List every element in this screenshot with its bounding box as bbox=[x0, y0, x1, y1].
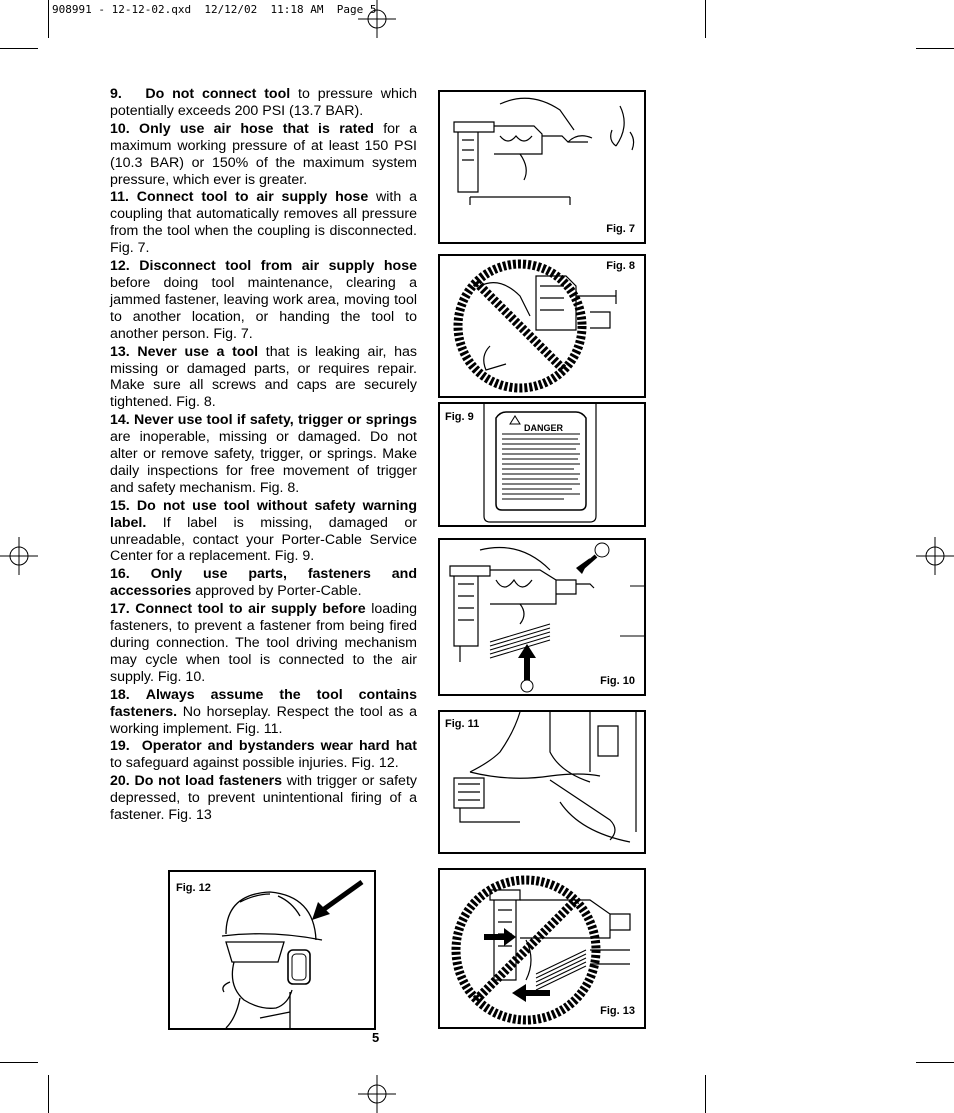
item-body: approved by Porter-Cable. bbox=[191, 583, 362, 600]
item-body: with trigger or safety depressed, to prevent unintentional firing of a fastener. Fig. 13 bbox=[110, 773, 417, 824]
item-heading: Do not load fasteners bbox=[134, 773, 283, 790]
safety-instructions bbox=[110, 86, 417, 825]
item-heading: Never use tool if safety, trigger or springs bbox=[134, 412, 417, 429]
item-number: 20. bbox=[110, 773, 130, 790]
crop-mark bbox=[0, 48, 38, 49]
instruction-item bbox=[110, 773, 417, 824]
item-heading: Connect tool to air supply before bbox=[135, 601, 366, 618]
crop-mark bbox=[48, 0, 49, 38]
item-heading: Disconnect tool from air supply hose bbox=[139, 258, 417, 275]
item-number: 11. bbox=[110, 189, 129, 206]
figure-8 bbox=[438, 254, 646, 398]
operator-carrying-tool-illustration bbox=[440, 712, 644, 852]
item-heading: Do not use tool without safety warning label. bbox=[110, 497, 417, 531]
figure-caption: Fig. 11 bbox=[445, 718, 480, 730]
item-number: 15. bbox=[110, 497, 130, 514]
item-body: to safeguard against possible injuries. Fig. 12. bbox=[110, 755, 399, 772]
instruction-item bbox=[110, 258, 417, 343]
crop-mark bbox=[0, 1062, 38, 1063]
instruction-item bbox=[110, 601, 417, 686]
item-number: 17. bbox=[110, 601, 130, 618]
item-body: for a maximum working pressure of at least 150 PSI (10.3 BAR) or 150% of the maximum system pressure, which ever is greater. bbox=[110, 120, 417, 188]
item-number: 19. bbox=[110, 738, 130, 755]
item-heading: Always assume the tool contains fasteners. bbox=[110, 686, 417, 720]
crop-mark bbox=[48, 1075, 49, 1113]
instruction-item bbox=[110, 412, 417, 497]
item-number: 10. bbox=[110, 120, 130, 137]
item-body: with a coupling that automatically removes all pressure from the tool when the coupling is disconnected. Fig. 7. bbox=[110, 189, 417, 257]
figure-7 bbox=[438, 90, 646, 244]
item-body: If label is missing, damaged or unreadable, contact your Porter-Cable Service Center for a replacement. Fig. 9. bbox=[110, 514, 417, 565]
item-number: 9. bbox=[110, 86, 122, 102]
figure-9 bbox=[438, 402, 646, 527]
figure-caption: Fig. 12 bbox=[176, 882, 211, 894]
instruction-item bbox=[110, 189, 417, 257]
item-body: before doing tool maintenance, clearing a jammed fastener, leaving work area, moving tool to another location, or handing the tool to another person. Fig. 7. bbox=[110, 274, 417, 342]
item-number: 14. bbox=[110, 412, 130, 429]
figure-10 bbox=[438, 538, 646, 696]
item-number: 16. bbox=[110, 566, 130, 583]
registration-mark-icon bbox=[916, 537, 954, 575]
item-heading: Operator and bystanders wear hard hat bbox=[141, 738, 417, 755]
crop-mark bbox=[916, 1062, 954, 1063]
item-heading: Only use parts, fasteners and accessories bbox=[110, 566, 417, 600]
item-body: are inoperable, missing or damaged. Do not alter or remove safety, trigger, or springs. Make daily inspections for free movement of trigger and safety mechanism. Fig. 8. bbox=[110, 429, 417, 496]
nailer-hose-disconnect-illustration bbox=[440, 92, 644, 242]
item-heading: Never use a tool bbox=[137, 343, 259, 360]
crop-mark bbox=[705, 0, 706, 38]
page-number: 5 bbox=[372, 1030, 380, 1045]
figure-13 bbox=[438, 868, 646, 1029]
item-number: 13. bbox=[110, 343, 130, 360]
figure-caption: Fig. 8 bbox=[606, 260, 635, 272]
item-body: to pressure which potentially exceeds 200 PSI (13.7 BAR). bbox=[110, 86, 417, 119]
item-heading: Only use air hose that is rated bbox=[139, 120, 374, 137]
instruction-item bbox=[110, 687, 417, 738]
instruction-item bbox=[110, 738, 417, 772]
figure-12 bbox=[168, 870, 376, 1030]
figure-caption: Fig. 13 bbox=[600, 1005, 635, 1017]
item-heading: Connect tool to air supply hose bbox=[136, 189, 369, 206]
item-body: that is leaking air, has missing or damaged parts, or requires repair. Make sure all screws and caps are securely tightened. Fig. 8. bbox=[110, 343, 417, 411]
figure-caption: Fig. 9 bbox=[445, 411, 474, 423]
instruction-item bbox=[110, 344, 417, 412]
hard-hat-operator-illustration bbox=[170, 872, 374, 1028]
crop-mark bbox=[916, 48, 954, 49]
file-slug: 908991 - 12-12-02.qxd 12/12/02 11:18 AM Page 5 bbox=[52, 3, 377, 16]
item-heading: Do not connect tool bbox=[145, 86, 291, 102]
figure-11 bbox=[438, 710, 646, 854]
instruction-item bbox=[110, 121, 417, 189]
no-loading-with-trigger-depressed-illustration bbox=[440, 870, 644, 1027]
registration-mark-icon bbox=[0, 537, 38, 575]
item-number: 18. bbox=[110, 686, 130, 703]
figure-caption: Fig. 10 bbox=[600, 675, 635, 687]
figure-caption: Fig. 7 bbox=[606, 223, 635, 235]
instruction-item bbox=[110, 566, 417, 600]
instruction-item bbox=[110, 86, 417, 120]
item-body: No horseplay. Respect the tool as a working implement. Fig. 11. bbox=[110, 703, 417, 737]
item-body: loading fasteners, to prevent a fastener from being fired during connection. The tool driving mechanism may cycle when tool is connected to the air supply. Fig. 10. bbox=[110, 601, 417, 685]
danger-label: DANGER bbox=[524, 423, 564, 433]
instruction-item bbox=[110, 498, 417, 566]
registration-mark-icon bbox=[358, 0, 396, 38]
item-number: 12. bbox=[110, 258, 130, 275]
connect-air-before-loading-illustration bbox=[440, 540, 644, 694]
registration-mark-icon bbox=[358, 1075, 396, 1113]
crop-mark bbox=[705, 1075, 706, 1113]
no-damaged-tool-illustration bbox=[440, 256, 644, 396]
